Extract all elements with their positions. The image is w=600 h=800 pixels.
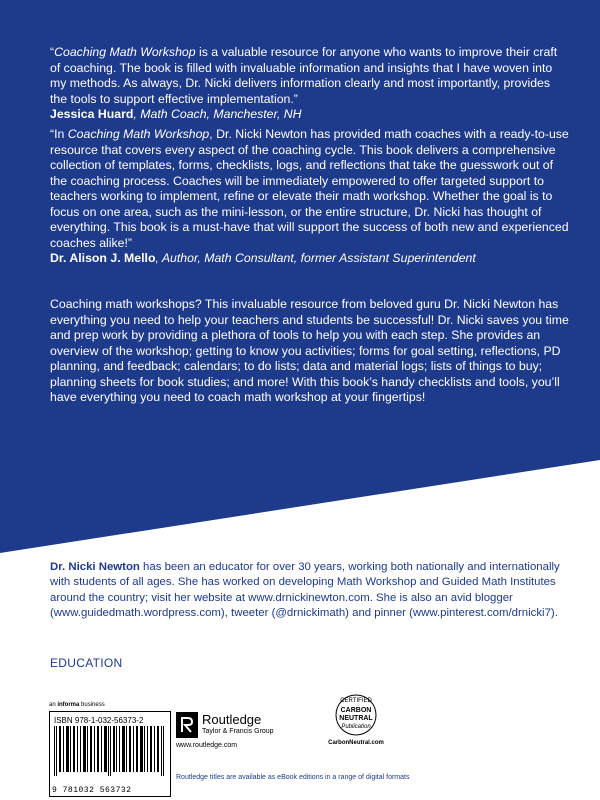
- author-bio-text: has been an educator for over 30 years, working both nationally and internationally with students of all ages. She has worked on developing Math Workshop and Guided Math Institutes around the country; visit her website at www.drnickinewton.com. She is also an avid blogger (www.guidedmath.wordpress.com), tweeter (@drnickimath) and pinner (www.pinterest.com/drnicki7).: [50, 561, 560, 620]
- carbon-certified: CERTIFIED: [340, 698, 372, 704]
- publisher-url: www.routledge.com: [176, 742, 238, 749]
- testimonial-2-name: Dr. Alison J. Mello: [50, 251, 156, 265]
- testimonial-1-role: , Math Coach, Manchester, NH: [133, 107, 302, 121]
- routledge-logo-icon: [176, 712, 198, 738]
- barcode: [54, 726, 166, 784]
- book-description: [50, 297, 570, 406]
- carbon-line2: NEUTRAL: [339, 715, 373, 722]
- testimonial-1-attribution: [50, 107, 570, 123]
- informa-business-label: an informa business: [49, 702, 105, 708]
- carbon-publication: Publication: [341, 724, 371, 730]
- publisher-subtitle: Taylor & Francis Group: [202, 728, 274, 735]
- testimonial-1-name: Jessica Huard: [50, 107, 134, 121]
- book-title-italic: Coaching Math Workshop: [67, 127, 210, 141]
- testimonial-2-text: “In Coaching Math Workshop, Dr. Nicki Newton has provided math coaches with a ready-to-use resource that covers every aspect of the coaching cycle. This book delivers a comprehensive collection of templates, forms, checklists, logs, and reflections that take the guesswork out of the coaching process. Coaches will be immediately empowered to offer targeted support to teachers working to implement, refine or elevate their math workshop. Whether the goal is to focus on one area, such as the mini-lesson, or the entire structure, Dr. Nicki has thought of everything. This book is a must-have that will support the success of both new and experienced coaches alike!”: [50, 127, 569, 250]
- publisher-logo: [176, 712, 286, 762]
- testimonial-2: [50, 127, 570, 267]
- author-bio: [50, 560, 570, 622]
- author-name: Dr. Nicki Newton: [50, 561, 140, 573]
- testimonial-1-text: “Coaching Math Workshop is a valuable resource for anyone who wants to improve their craft of coaching. The book is filled with invaluable information and insights that I have woven into my methods. As always, Dr. Nicki delivers information clearly and most importantly, provides the tools to support effective implementation.”: [50, 45, 558, 106]
- publisher-name: Routledge: [202, 712, 262, 727]
- testimonial-2-attribution: [50, 251, 570, 267]
- carbon-neutral-logo: [326, 690, 386, 755]
- book-description-text: Coaching math workshops? This invaluable resource from beloved guru Dr. Nicki Newton has everything you need to help your teachers and students be successful! Dr. Nicki saves you time and prep work by providing a plethora of tools to help you with each step. She provides an overview of the workshop; getting to know you activities; forms for goal setting, reflections, PD planning, and feedback; calendars; to do lists; data and material logs; lists of things to buy; planning sheets for book studies; and more! With this book’s handy checklists and tools, you’ll have everything you need to coach math workshop at your fingertips!: [50, 297, 569, 404]
- isbn-number: ISBN 978-1-032-56373-2: [54, 716, 144, 725]
- testimonial-1: [50, 45, 570, 123]
- testimonial-2-role: , Author, Math Consultant, former Assistant Superintendent: [155, 251, 476, 265]
- category-label: EDUCATION: [50, 656, 123, 670]
- book-title-italic: Coaching Math Workshop: [54, 45, 196, 59]
- barcode-number: 9 781032 563732: [52, 786, 132, 795]
- ebook-note: Routledge titles are available as eBook editions in a range of digital formats: [176, 774, 410, 781]
- carbon-url: CarbonNeutral.com: [328, 740, 384, 746]
- carbon-line1: CARBON: [340, 707, 372, 714]
- isbn-barcode-box: [49, 711, 171, 797]
